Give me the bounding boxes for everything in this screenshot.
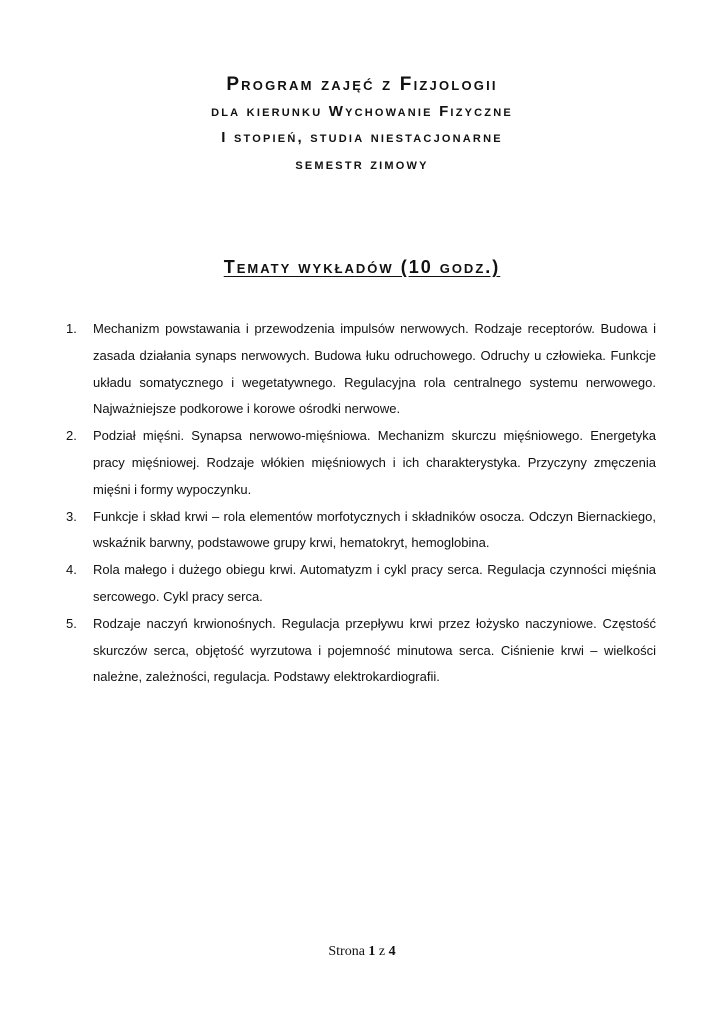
list-item xyxy=(66,423,656,503)
total-page-count: 4 xyxy=(388,944,396,959)
page-label: Strona xyxy=(328,944,365,959)
list-item-number: 2. xyxy=(66,428,77,444)
list-item-text: Funkcje i skład krwi – rola elementów morfotycznych i składników osocza. Odczyn Biernackiego, wskaźnik barwny, podstawowe grupy krwi, hematokryt, hemoglobina. xyxy=(93,508,656,551)
current-page-number: 1 xyxy=(368,944,376,959)
lecture-topics-list xyxy=(66,316,656,691)
list-item-number: 5. xyxy=(66,615,77,631)
list-item xyxy=(66,316,656,423)
section-heading xyxy=(0,257,724,278)
list-item-text: Mechanizm powstawania i przewodzenia impulsów nerwowych. Rodzaje receptorów. Budowa i zasada działania synaps nerwowych. Budowa łuku odruchowego. Odruchy u człowieka. Funkcje układu somatycznego i wegetatywnego. Regulacyjna rola centralnego systemu nerwowego. Najważniejsze podkorowe i korowe ośrodki nerwowe. xyxy=(93,321,656,417)
list-item-number: 1. xyxy=(66,321,77,336)
section-heading-text: Tematy wykładów (10 godz.) xyxy=(223,257,501,277)
title-line-4: semestr zimowy xyxy=(295,155,429,173)
list-item-number: 3. xyxy=(66,508,77,524)
list-item-text: Rola małego i dużego obiegu krwi. Automatyzm i cykl pracy serca. Regulacja czynności mięśnia sercowego. Cykl pracy serca. xyxy=(93,562,656,604)
list-item xyxy=(66,611,656,691)
title-line-3: I stopień, studia niestacjonarne xyxy=(221,129,503,146)
document-title xyxy=(0,72,724,178)
list-item xyxy=(66,557,656,611)
page-footer xyxy=(0,944,724,960)
list-item-text: Rodzaje naczyń krwionośnych. Regulacja przepływu krwi przez łożysko naczyniowe. Częstość skurczów serca, objętość wyrzutowa i pojemność minutowa serca. Ciśnienie krwi – wielkości należne, zależności, regulacja. Podstawy elektrokardiografii. xyxy=(93,615,656,685)
title-line-2: dla kierunku Wychowanie Fizyczne xyxy=(211,102,513,120)
page-separator: z xyxy=(378,944,386,959)
list-item-text: Podział mięśni. Synapsa nerwowo-mięśniowa. Mechanizm skurczu mięśniowego. Energetyka pracy mięśniowej. Rodzaje włókien mięśniowych i ich charakterystyka. Przyczyny zmęczenia mięśni i formy wypoczynku. xyxy=(93,428,656,497)
list-item xyxy=(66,504,656,558)
list-item-number: 4. xyxy=(66,562,77,578)
title-line-1: Program zajęć z Fizjologii xyxy=(226,74,498,95)
